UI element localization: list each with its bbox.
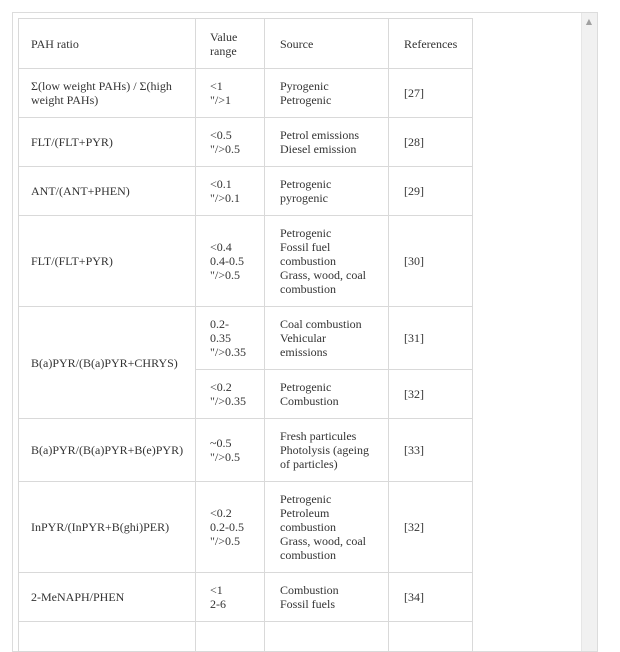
ratio-cell: FLT/(FLT+PYR) [19, 118, 196, 167]
ratio-text: Σ(low weight PAHs) / Σ(high weight PAHs) [31, 79, 172, 107]
value-line: "/>0.5 [210, 268, 240, 282]
source-line: Petrogenic [280, 492, 332, 506]
source-cell [265, 482, 389, 573]
value-line: <0.5 [210, 128, 232, 142]
value-line: <0.2 [210, 506, 232, 520]
source-line: of particles) [280, 457, 338, 471]
value-line: <0.1 [210, 177, 232, 191]
reference-cell: [28] [389, 118, 473, 167]
ratio-cell: ANT/(ANT+PHEN) [19, 167, 196, 216]
ratio-cell: 2-MeNAPH/PHEN [19, 573, 196, 622]
source-cell [265, 573, 389, 622]
value-line: 0.4-0.5 [210, 254, 244, 268]
table-row [19, 307, 473, 370]
table-row [19, 69, 473, 118]
ratio-cell: B(a)PYR/(B(a)PYR+CHRYS) [19, 307, 196, 419]
reference-cell: [31] [389, 307, 473, 370]
source-line: Petroleum [280, 506, 330, 520]
ratio-cell: FLT/(FLT+PYR) [19, 216, 196, 307]
ratio-cell: InPYR/(InPYR+B(ghi)PER) [19, 482, 196, 573]
source-line: Photolysis (ageing [280, 443, 369, 457]
reference-cell [389, 622, 473, 652]
reference-cell: [33] [389, 419, 473, 482]
ratio-cell: B(a)PYR/(B(a)PYR+B(e)PYR) [19, 419, 196, 482]
ratio-cell [19, 69, 196, 118]
value-line: "/>0.5 [210, 142, 240, 156]
value-cell [196, 370, 265, 419]
value-line: "/>0.35 [210, 345, 246, 359]
source-line: emissions [280, 345, 328, 359]
source-line: Combustion [280, 394, 339, 408]
value-line: <0.2 [210, 380, 232, 394]
value-line: "/>0.5 [210, 450, 240, 464]
value-cell [196, 307, 265, 370]
header-references: References [389, 19, 473, 69]
value-line: "/>1 [210, 93, 231, 107]
table-row-partial [19, 622, 473, 652]
source-line: combustion [280, 520, 336, 534]
source-cell [265, 216, 389, 307]
value-cell [196, 167, 265, 216]
reference-cell: [30] [389, 216, 473, 307]
source-cell [265, 167, 389, 216]
source-line: pyrogenic [280, 191, 328, 205]
source-line: Fossil fuel [280, 240, 331, 254]
value-cell [196, 622, 265, 652]
source-line: Fresh particules [280, 429, 357, 443]
value-line: "/>0.35 [210, 394, 246, 408]
source-line: Fossil fuels [280, 597, 336, 611]
value-cell [196, 482, 265, 573]
value-cell [196, 573, 265, 622]
reference-cell: [29] [389, 167, 473, 216]
header-pah-ratio: PAH ratio [19, 19, 196, 69]
value-line: 0.2- [210, 317, 229, 331]
reference-cell: [32] [389, 370, 473, 419]
source-line: Petrogenic [280, 380, 332, 394]
source-cell [265, 307, 389, 370]
source-line: Pyrogenic [280, 79, 329, 93]
source-cell [265, 622, 389, 652]
source-cell [265, 69, 389, 118]
source-line: Grass, wood, coal [280, 534, 366, 548]
source-line: Petrogenic [280, 93, 332, 107]
value-cell [196, 419, 265, 482]
value-cell [196, 69, 265, 118]
source-line: Diesel emission [280, 142, 357, 156]
table-header-row [19, 19, 473, 69]
vertical-scrollbar[interactable] [581, 13, 597, 651]
value-line: "/>0.1 [210, 191, 240, 205]
value-line: <0.4 [210, 240, 232, 254]
table-row [19, 216, 473, 307]
table-row [19, 419, 473, 482]
document-frame [12, 12, 598, 652]
source-cell [265, 419, 389, 482]
source-line: combustion [280, 548, 336, 562]
value-line: 2-6 [210, 597, 226, 611]
value-line: <1 [210, 79, 223, 93]
source-cell [265, 118, 389, 167]
table-row [19, 573, 473, 622]
table-row [19, 118, 473, 167]
header-value-line: Value [210, 29, 238, 44]
header-value-range [196, 19, 265, 69]
value-line: <1 [210, 583, 223, 597]
triangle-up-icon: ▲ [585, 16, 593, 26]
source-line: combustion [280, 282, 336, 296]
source-line: combustion [280, 254, 336, 268]
source-line: Combustion [280, 583, 339, 597]
header-value-line: range [210, 43, 237, 58]
table-row [19, 167, 473, 216]
scroll-up-arrow[interactable] [581, 13, 597, 29]
reference-cell: [27] [389, 69, 473, 118]
value-line: 0.35 [210, 331, 231, 345]
value-line: "/>0.5 [210, 534, 240, 548]
value-cell [196, 216, 265, 307]
source-line: Grass, wood, coal [280, 268, 366, 282]
source-line: Coal combustion [280, 317, 362, 331]
pah-ratio-table [18, 18, 473, 652]
reference-cell: [34] [389, 573, 473, 622]
value-line: 0.2-0.5 [210, 520, 244, 534]
table-row [19, 482, 473, 573]
reference-cell: [32] [389, 482, 473, 573]
value-line: ~0.5 [210, 436, 232, 450]
value-cell [196, 118, 265, 167]
header-source: Source [265, 19, 389, 69]
ratio-cell [19, 622, 196, 652]
source-line: Petrogenic [280, 177, 332, 191]
source-line: Vehicular [280, 331, 326, 345]
source-line: Petrol emissions [280, 128, 360, 142]
source-cell [265, 370, 389, 419]
source-line: Petrogenic [280, 226, 332, 240]
